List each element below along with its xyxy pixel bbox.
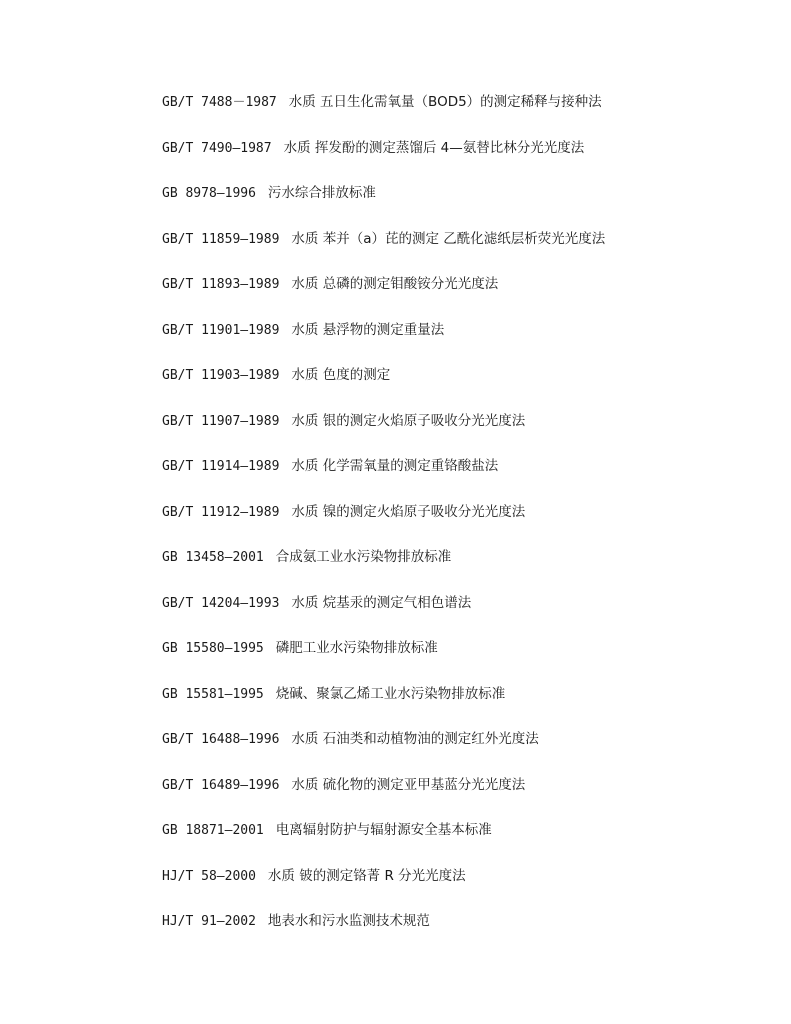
standard-code: GB/T 11859—1989 (162, 231, 280, 247)
standard-title: 地表水和污水监测技术规范 (267, 913, 430, 929)
list-item (162, 638, 605, 684)
standard-code: GB 8978—1996 (162, 186, 256, 201)
standard-title: 水质 五日生化需氧量（BOD5）的测定稀释与接种法 (288, 94, 602, 110)
list-item (162, 866, 605, 912)
standard-title: 水质 色度的测定 (291, 367, 391, 383)
list-item (162, 92, 605, 138)
standard-code: GB/T 14204—1993 (162, 595, 280, 611)
standard-code: GB 15581—1995 (162, 686, 264, 702)
list-item (162, 365, 605, 411)
standard-code: GB/T 11912—1989 (162, 504, 280, 520)
standard-code: GB/T 11901—1989 (162, 322, 280, 338)
standard-title: 烧碱、聚氯乙烯工业水污染物排放标准 (275, 685, 506, 702)
list-item (162, 502, 605, 548)
standard-code: GB 13458—2001 (162, 550, 264, 565)
standard-title: 水质 化学需氧量的测定重铬酸盐法 (291, 458, 499, 474)
list-item (162, 820, 605, 866)
list-item (162, 593, 605, 639)
standard-title: 水质 银的测定火焰原子吸收分光光度法 (291, 412, 526, 429)
standard-title: 水质 镍的测定火焰原子吸收分光光度法 (291, 503, 526, 520)
list-item (162, 138, 605, 184)
standard-title: 污水综合排放标准 (267, 185, 376, 201)
standard-code: GB/T 7488－1987 (162, 95, 277, 110)
list-item (162, 320, 605, 366)
standard-title: 水质 铍的测定铬菁 R 分光光度法 (267, 867, 466, 884)
standard-title: 水质 硫化物的测定亚甲基蓝分光光度法 (291, 776, 526, 793)
list-item (162, 547, 605, 593)
standard-title: 水质 烷基汞的测定气相色谱法 (291, 594, 472, 611)
list-item (162, 274, 605, 320)
standard-code: GB/T 11914—1989 (162, 459, 280, 474)
standard-code: GB/T 11907—1989 (162, 413, 280, 429)
standard-title: 水质 总磷的测定钼酸铵分光光度法 (291, 276, 499, 292)
standard-code: GB/T 16489—1996 (162, 777, 280, 793)
standard-code: GB 15580—1995 (162, 641, 264, 656)
standard-code: GB/T 11903—1989 (162, 368, 280, 383)
list-item (162, 775, 605, 821)
standard-code: GB/T 7490—1987 (162, 140, 272, 156)
standard-title: 水质 苯并（a）芘的测定 乙酰化滤纸层析荧光光度法 (291, 230, 606, 247)
standard-title: 磷肥工业水污染物排放标准 (275, 640, 438, 656)
list-item (162, 229, 605, 275)
list-item (162, 911, 605, 957)
list-item (162, 456, 605, 502)
standard-title: 合成氨工业水污染物排放标准 (275, 549, 452, 565)
standard-title: 水质 挥发酚的测定蒸馏后 4—氨替比林分光光度法 (283, 139, 585, 156)
standard-title: 水质 悬浮物的测定重量法 (291, 321, 445, 338)
standard-code: HJ/T 91—2002 (162, 914, 256, 929)
list-item (162, 183, 605, 229)
standard-title: 水质 石油类和动植物油的测定红外光度法 (291, 731, 539, 747)
standard-title: 电离辐射防护与辐射源安全基本标准 (275, 822, 492, 838)
standard-code: GB/T 11893—1989 (162, 277, 280, 292)
standard-code: GB 18871—2001 (162, 823, 264, 838)
list-item (162, 729, 605, 775)
standard-code: GB/T 16488—1996 (162, 732, 280, 747)
standards-list (162, 92, 605, 957)
list-item (162, 411, 605, 457)
standard-code: HJ/T 58—2000 (162, 868, 256, 884)
list-item (162, 684, 605, 730)
